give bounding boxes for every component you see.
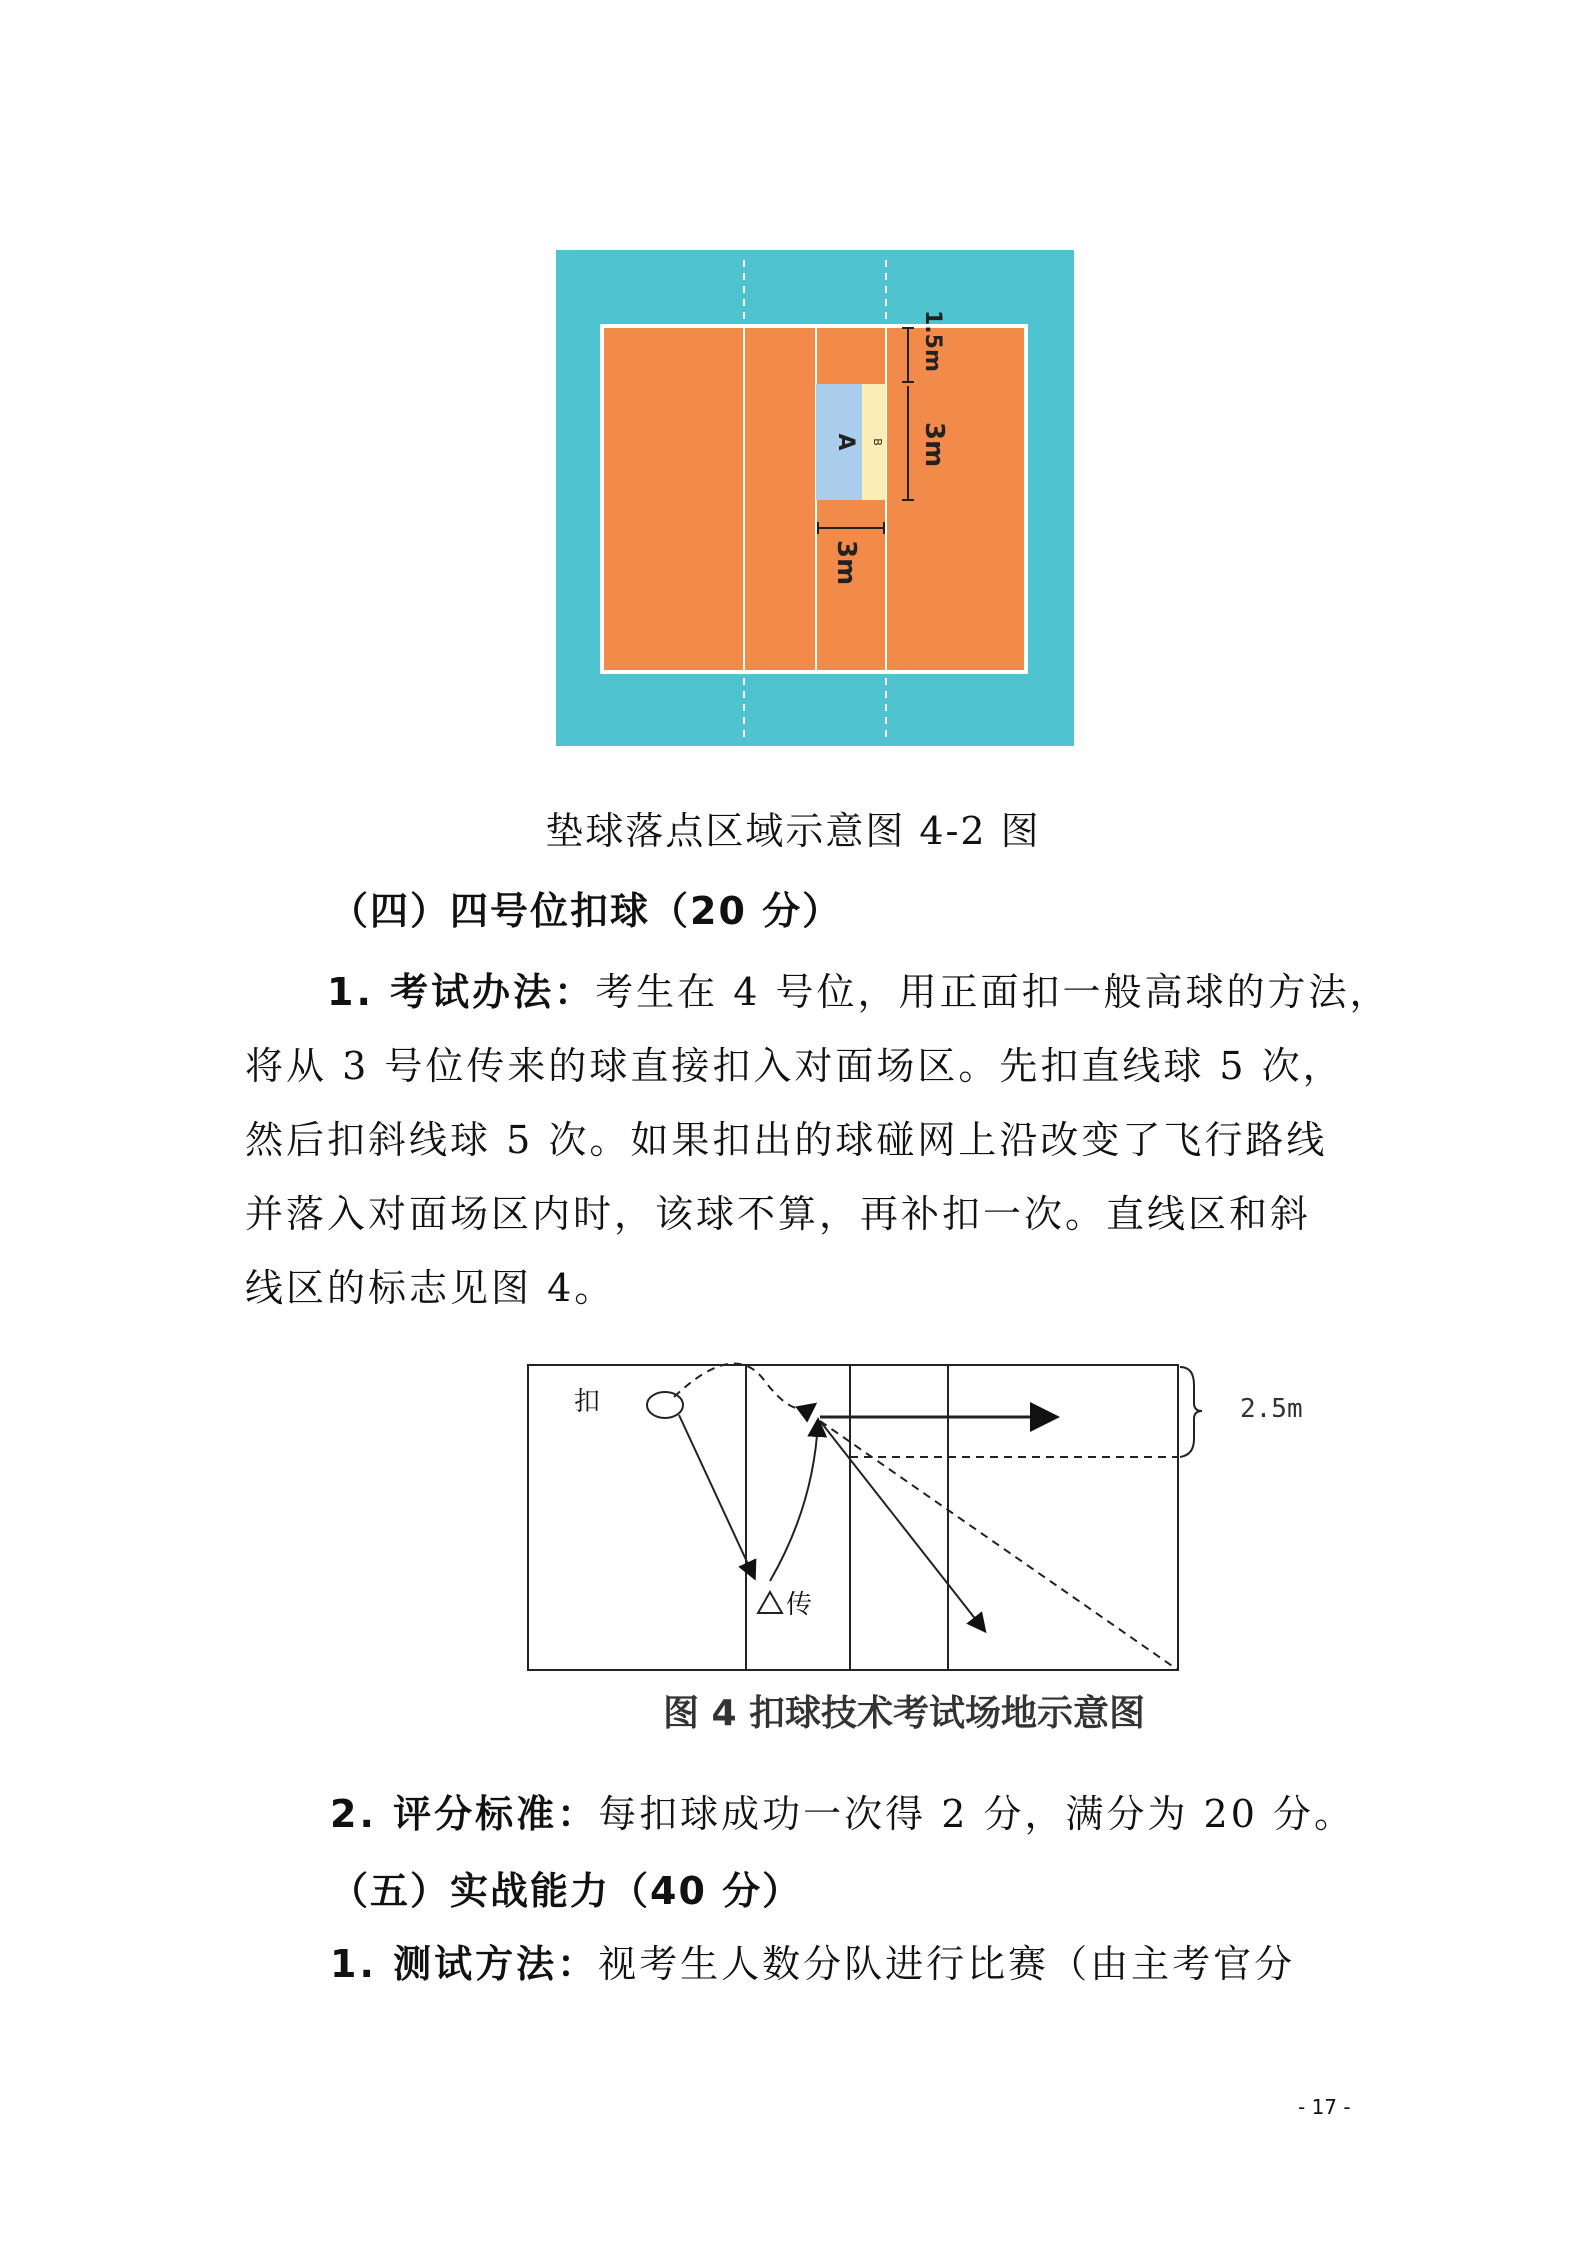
method-line-3: 然后扣斜线球 5 次。如果扣出的球碰网上沿改变了飞行路线 [245,1118,1328,1162]
setter-marker [758,1592,782,1613]
section5-method-text: 视考生人数分队进行比赛（由主考官分 [598,1942,1296,1986]
figure1-caption: 垫球落点区域示意图 4-2 图 [545,809,1041,853]
dim-label-bottom: 3m [831,540,861,586]
spiker-label: 扣 [574,1387,601,1417]
method-label: 1. 考试办法： [327,970,596,1014]
section4-method-paragraph [245,955,1391,1325]
setter-label: 传 [786,1590,813,1620]
zone-a-label: A [833,433,858,451]
method-line-4: 并落入对面场区内时，该球不算，再补扣一次。直线区和斜 [245,1192,1312,1236]
spiker-marker [647,1392,683,1418]
method-line-5: 线区的标志见图 4。 [245,1266,616,1310]
dim-label-top: 1.5m [920,310,945,372]
figure2-caption: 图 4 扣球技术考试场地示意图 [662,1693,1146,1734]
court-area [602,326,1026,672]
zone-b-label: B [871,438,884,446]
scoring-text: 每扣球成功一次得 2 分，满分为 20 分。 [598,1792,1355,1836]
scoring-label: 2. 评分标准： [330,1792,599,1836]
scoring-paragraph [330,1783,1355,1838]
section5-method-paragraph [330,1933,1295,1988]
method-line-1: 1. 考试办法：考生在 4 号位，用正面扣一般高球的方法， [327,970,1391,1014]
court-landing-zone-diagram [556,250,1074,746]
section5-method-label: 1. 测试方法： [330,1942,599,1986]
field-outline [528,1365,1178,1670]
method-line-2: 将从 3 号位传来的球直接扣入对面场区。先扣直线球 5 次， [245,1044,1344,1088]
dim-label-side: 3m [919,422,949,468]
section4-heading: （四）四号位扣球（20 分） [330,889,843,933]
page-number: - 17 - [1298,2095,1351,2119]
width-label: 2.5m [1240,1394,1303,1424]
section5-heading: （五）实战能力（40 分） [330,1869,803,1913]
